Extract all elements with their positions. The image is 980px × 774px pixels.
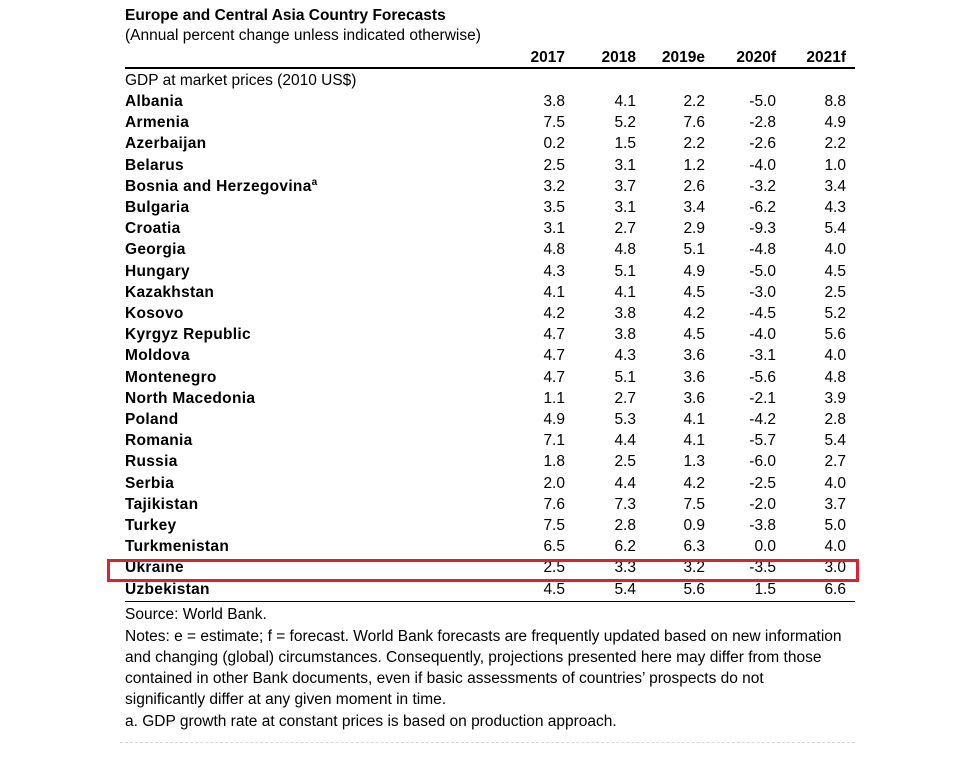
- value-cell: 5.3: [614, 411, 636, 428]
- table-row: [125, 91, 855, 112]
- table-row: [125, 239, 855, 260]
- value-cell: 6.5: [543, 538, 565, 555]
- value-cell: 4.1: [543, 284, 565, 301]
- value-cell: 0.9: [683, 517, 705, 534]
- value-cell: 2.7: [614, 390, 636, 407]
- country-name: Ukraine: [125, 559, 184, 576]
- column-header: 2021f: [806, 49, 846, 66]
- value-cell: -5.6: [749, 369, 776, 386]
- value-cell: 3.5: [543, 199, 565, 216]
- country-name: Croatia: [125, 220, 181, 237]
- value-cell: -6.0: [749, 453, 776, 470]
- value-cell: 5.4: [824, 220, 846, 237]
- value-cell: 2.2: [683, 93, 705, 110]
- country-name: Turkmenistan: [125, 538, 230, 555]
- value-cell: 4.2: [543, 305, 565, 322]
- value-cell: -3.8: [749, 517, 776, 534]
- value-cell: 7.6: [683, 114, 705, 131]
- value-cell: 2.6: [683, 178, 705, 195]
- value-cell: 5.4: [614, 581, 636, 598]
- country-name: Azerbaijan: [125, 135, 207, 152]
- country-label: [125, 176, 318, 197]
- country-name: Bulgaria: [125, 199, 190, 216]
- value-cell: -2.5: [749, 475, 776, 492]
- country-label: [125, 133, 206, 154]
- value-cell: 4.1: [683, 432, 705, 449]
- value-cell: 4.7: [543, 326, 565, 343]
- country-label: [125, 536, 229, 557]
- value-cell: 5.6: [683, 581, 705, 598]
- value-cell: 4.4: [614, 475, 636, 492]
- country-name: Hungary: [125, 263, 190, 280]
- value-cell: 8.8: [824, 93, 846, 110]
- value-cell: 5.1: [683, 241, 705, 258]
- value-cell: -6.2: [749, 199, 776, 216]
- country-name: Albania: [125, 93, 184, 110]
- value-cell: 2.0: [543, 475, 565, 492]
- value-cell: 2.8: [614, 517, 636, 534]
- value-cell: 7.5: [543, 114, 565, 131]
- value-cell: 1.3: [683, 453, 705, 470]
- value-cell: 4.4: [614, 432, 636, 449]
- table-row: [125, 133, 855, 154]
- table-row: [125, 345, 855, 366]
- value-cell: 7.1: [543, 432, 565, 449]
- country-label: [125, 197, 189, 218]
- value-cell: 3.8: [543, 93, 565, 110]
- country-label: [125, 218, 181, 239]
- value-cell: 1.1: [543, 390, 565, 407]
- country-label: [125, 494, 198, 515]
- value-cell: 4.9: [543, 411, 565, 428]
- value-cell: -5.7: [749, 432, 776, 449]
- value-cell: 5.0: [824, 517, 846, 534]
- value-cell: 2.2: [824, 135, 846, 152]
- value-cell: 5.1: [614, 263, 636, 280]
- table-row: [125, 367, 855, 388]
- value-cell: 3.2: [683, 559, 705, 576]
- value-cell: 5.4: [824, 432, 846, 449]
- country-label: [125, 451, 178, 472]
- value-cell: 2.9: [683, 220, 705, 237]
- value-cell: 5.2: [614, 114, 636, 131]
- country-name: Uzbekistan: [125, 581, 210, 598]
- value-cell: -9.3: [749, 220, 776, 237]
- country-name: North Macedonia: [125, 390, 256, 407]
- value-cell: 1.8: [543, 453, 565, 470]
- country-label: [125, 91, 183, 112]
- value-cell: 2.5: [543, 157, 565, 174]
- value-cell: 4.3: [614, 347, 636, 364]
- value-cell: 4.8: [824, 369, 846, 386]
- country-label: [125, 155, 184, 176]
- country-label: [125, 367, 217, 388]
- country-name: Belarus: [125, 157, 184, 174]
- value-cell: 4.1: [614, 93, 636, 110]
- value-cell: -2.0: [749, 496, 776, 513]
- value-cell: -5.0: [749, 263, 776, 280]
- table-row: [125, 388, 855, 409]
- value-cell: 4.5: [543, 581, 565, 598]
- country-name: Armenia: [125, 114, 190, 131]
- country-name: Kyrgyz Republic: [125, 326, 251, 343]
- value-cell: 2.5: [614, 453, 636, 470]
- value-cell: 4.3: [824, 199, 846, 216]
- value-cell: 7.5: [683, 496, 705, 513]
- table-row: [125, 112, 855, 133]
- value-cell: 3.6: [683, 369, 705, 386]
- value-cell: 3.3: [614, 559, 636, 576]
- value-cell: -4.0: [749, 157, 776, 174]
- value-cell: 4.5: [824, 263, 846, 280]
- value-cell: 1.0: [824, 157, 846, 174]
- value-cell: 4.3: [543, 263, 565, 280]
- value-cell: 4.5: [683, 326, 705, 343]
- country-name: Georgia: [125, 241, 186, 258]
- value-cell: -2.1: [749, 390, 776, 407]
- value-cell: -5.0: [749, 93, 776, 110]
- country-name: Serbia: [125, 475, 175, 492]
- value-cell: -4.5: [749, 305, 776, 322]
- value-cell: 1.5: [754, 581, 776, 598]
- table-title: Europe and Central Asia Country Forecasts: [125, 7, 446, 24]
- value-cell: -2.8: [749, 114, 776, 131]
- value-cell: 4.5: [683, 284, 705, 301]
- table-row: [125, 176, 855, 197]
- country-name: Romania: [125, 432, 193, 449]
- table-row: [125, 473, 855, 494]
- value-cell: 4.0: [824, 475, 846, 492]
- country-name: Poland: [125, 411, 179, 428]
- value-cell: 4.2: [683, 305, 705, 322]
- value-cell: -4.2: [749, 411, 776, 428]
- country-name: Montenegro: [125, 369, 217, 386]
- value-cell: 1.2: [683, 157, 705, 174]
- value-cell: 2.5: [824, 284, 846, 301]
- value-cell: 2.5: [543, 559, 565, 576]
- country-label: [125, 303, 184, 324]
- table-bottom-rule: [125, 601, 855, 602]
- value-cell: 2.8: [824, 411, 846, 428]
- country-label: [125, 282, 214, 303]
- country-label: [125, 409, 178, 430]
- country-label: [125, 515, 176, 536]
- value-cell: 6.2: [614, 538, 636, 555]
- country-label: [125, 473, 174, 494]
- value-cell: 5.1: [614, 369, 636, 386]
- notes-paragraph: Notes: e = estimate; f = forecast. World Bank forecasts are frequently updated based on new information and changing (global) circumstances. Consequently, projections presented here may differ from those contained in other Bank documents, even if basic assessments of countries’ prospects do not significantly differ at any given moment in time.: [125, 628, 842, 708]
- table-row: [125, 324, 855, 345]
- ukraine-highlight-box: [107, 559, 859, 582]
- value-cell: 2.2: [683, 135, 705, 152]
- table-row: [125, 494, 855, 515]
- table-row: [125, 515, 855, 536]
- value-cell: 7.3: [614, 496, 636, 513]
- value-cell: -4.8: [749, 241, 776, 258]
- country-label: [125, 239, 186, 260]
- value-cell: 3.6: [683, 390, 705, 407]
- value-cell: 7.6: [543, 496, 565, 513]
- value-cell: 3.7: [824, 496, 846, 513]
- section-label: GDP at market prices (2010 US$): [125, 72, 357, 89]
- value-cell: -3.1: [749, 347, 776, 364]
- column-header: 2017: [530, 49, 565, 66]
- value-cell: 0.0: [754, 538, 776, 555]
- country-name: Tajikistan: [125, 496, 199, 513]
- table-row: [125, 430, 855, 451]
- country-name: Kosovo: [125, 305, 184, 322]
- value-cell: 2.7: [614, 220, 636, 237]
- value-cell: 4.9: [824, 114, 846, 131]
- value-cell: -3.5: [749, 559, 776, 576]
- value-cell: 0.2: [543, 135, 565, 152]
- country-label: [125, 388, 255, 409]
- value-cell: 5.2: [824, 305, 846, 322]
- value-cell: 3.6: [683, 347, 705, 364]
- column-header: 2020f: [736, 49, 776, 66]
- table-row: [125, 451, 855, 472]
- value-cell: 6.3: [683, 538, 705, 555]
- table-row: [125, 261, 855, 282]
- value-cell: 4.0: [824, 538, 846, 555]
- value-cell: 3.4: [824, 178, 846, 195]
- value-cell: 4.8: [543, 241, 565, 258]
- value-cell: 3.2: [543, 178, 565, 195]
- value-cell: 3.1: [614, 199, 636, 216]
- value-cell: -2.6: [749, 135, 776, 152]
- table-row: [125, 155, 855, 176]
- table-row: [125, 579, 855, 600]
- table-row: [125, 218, 855, 239]
- value-cell: 4.0: [824, 347, 846, 364]
- value-cell: -4.0: [749, 326, 776, 343]
- value-cell: -3.2: [749, 178, 776, 195]
- table-row: [125, 282, 855, 303]
- column-header: 2019e: [661, 49, 705, 66]
- table-row: [125, 409, 855, 430]
- country-name: Russia: [125, 453, 178, 470]
- table-row: [125, 197, 855, 218]
- value-cell: 2.7: [824, 453, 846, 470]
- value-cell: 4.0: [824, 241, 846, 258]
- country-name: Moldova: [125, 347, 190, 364]
- table-row: [125, 303, 855, 324]
- value-cell: 3.9: [824, 390, 846, 407]
- country-label: [125, 345, 190, 366]
- value-cell: 4.1: [683, 411, 705, 428]
- footnote-a: a. GDP growth rate at constant prices is based on production approach.: [125, 713, 617, 730]
- value-cell: 4.7: [543, 347, 565, 364]
- country-label: [125, 324, 251, 345]
- value-cell: 7.5: [543, 517, 565, 534]
- value-cell: 6.6: [824, 581, 846, 598]
- value-cell: 3.1: [614, 157, 636, 174]
- country-label: [125, 579, 210, 600]
- value-cell: 4.2: [683, 475, 705, 492]
- country-name: Turkey: [125, 517, 177, 534]
- value-cell: 3.8: [614, 326, 636, 343]
- value-cell: 3.0: [824, 559, 846, 576]
- value-cell: 3.1: [543, 220, 565, 237]
- country-name: Bosnia and Herzegovina: [125, 178, 312, 195]
- page-divider: [120, 742, 855, 743]
- value-cell: 4.9: [683, 263, 705, 280]
- country-label: [125, 430, 193, 451]
- header-top-rule: [125, 67, 855, 69]
- country-name: Kazakhstan: [125, 284, 215, 301]
- value-cell: 4.7: [543, 369, 565, 386]
- country-label: [125, 261, 190, 282]
- value-cell: 5.6: [824, 326, 846, 343]
- table-subtitle: (Annual percent change unless indicated otherwise): [125, 27, 481, 44]
- value-cell: 3.4: [683, 199, 705, 216]
- footnote-marker: a: [311, 177, 318, 188]
- value-cell: 3.8: [614, 305, 636, 322]
- table-row: [125, 536, 855, 557]
- value-cell: 4.1: [614, 284, 636, 301]
- country-label: [125, 112, 189, 133]
- value-cell: 3.7: [614, 178, 636, 195]
- value-cell: -3.0: [749, 284, 776, 301]
- value-cell: 1.5: [614, 135, 636, 152]
- value-cell: 4.8: [614, 241, 636, 258]
- source-note: Source: World Bank.: [125, 606, 267, 623]
- column-header: 2018: [601, 49, 636, 66]
